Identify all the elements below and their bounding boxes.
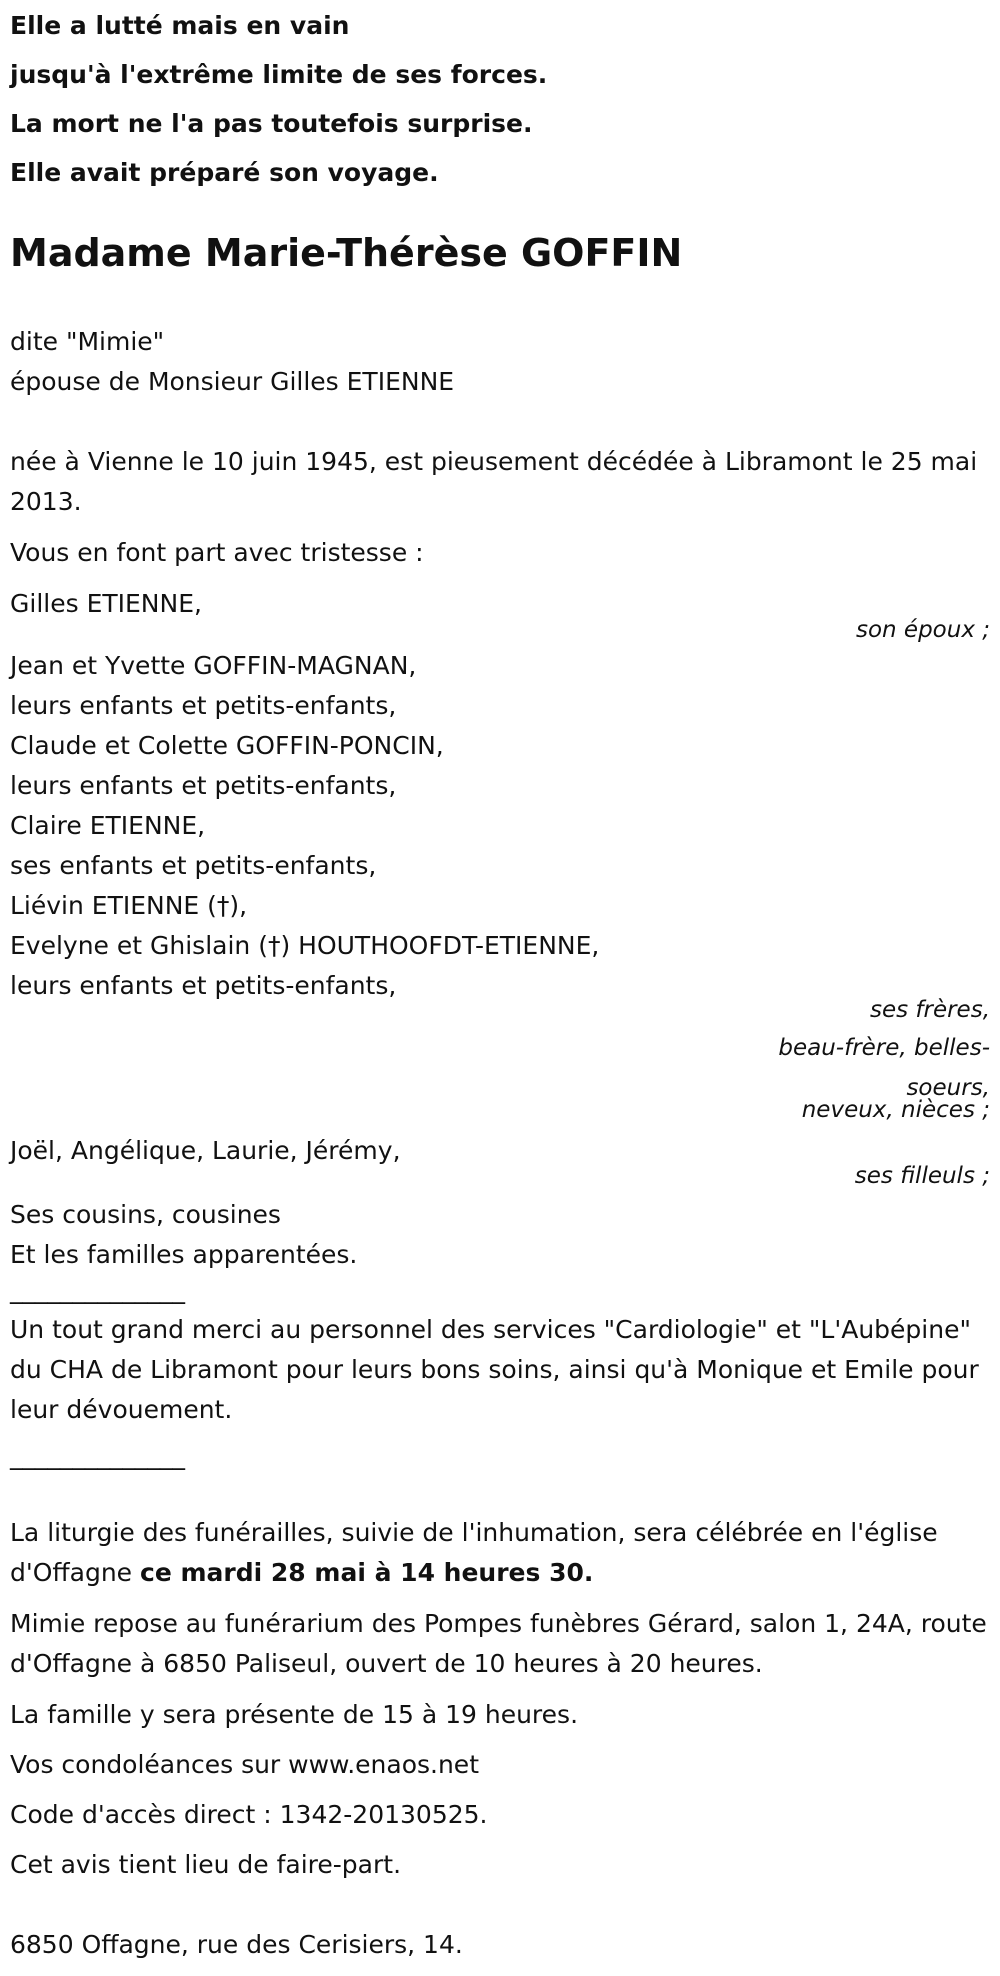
relatives-line: Et les familles apparentées. [10,1240,358,1269]
poem-line-1: Elle a lutté mais en vain [10,11,350,40]
access-code: Code d'accès direct : 1342-20130525. [10,1800,488,1829]
list-item: Claire ETIENNE, [10,811,206,840]
siblings-role-in-laws: beau-frère, belles-soeurs, [778,1035,990,1101]
godchildren-role: ses filleuls ; [854,1163,990,1189]
list-item: leurs enfants et petits-enfants, [10,771,397,800]
poem-line-4: Elle avait préparé son voyage. [10,158,439,187]
cousins-line: Ses cousins, cousines [10,1200,281,1229]
godchildren-names: Joël, Angélique, Laurie, Jérémy, [10,1136,401,1165]
list-item: Liévin ETIENNE (†), [10,891,248,920]
spouse-line: épouse de Monsieur Gilles ETIENNE [10,367,455,396]
spouse-role: son époux ; [855,617,990,643]
list-item: leurs enfants et petits-enfants, [10,971,397,1000]
liturgy-date: ce mardi 28 mai à 14 heures 30. [140,1558,594,1587]
deceased-name: Madame Marie-Thérèse GOFFIN [10,231,683,275]
siblings-list [10,646,599,1006]
siblings-role-brothers: ses frères, [869,997,990,1023]
list-item: Jean et Yvette GOFFIN-MAGNAN, [10,651,417,680]
notice-line: Cet avis tient lieu de faire-part. [10,1850,402,1879]
list-item: ses enfants et petits-enfants, [10,851,377,880]
address: 6850 Offagne, rue des Cerisiers, 14. [10,1930,463,1959]
liturgy-paragraph [10,1513,995,1593]
funeral-home-paragraph: Mimie repose au funérarium des Pompes funèbres Gérard, salon 1, 24A, route d'Offagne à 6850 Paliseul, ouvert de 10 heures à 20 heures. [10,1609,987,1678]
siblings-role-nephews: neveux, nièces ; [801,1097,990,1123]
condolences-line: Vos condoléances sur www.enaos.net [10,1750,479,1779]
separator-1: ______________ [10,1275,185,1304]
thanks-paragraph: Un tout grand merci au personnel des services "Cardiologie" et "L'Aubépine" du CHA de Libramont pour leurs bons soins, ainsi qu'à Monique et Emile pour leur dévouement. [10,1315,979,1424]
spouse-name: Gilles ETIENNE, [10,589,202,618]
nickname: dite "Mimie" [10,327,165,356]
family-presence: La famille y sera présente de 15 à 19 heures. [10,1700,579,1729]
birth-death: née à Vienne le 10 juin 1945, est pieusement décédée à Libramont le 25 mai 2013. [10,447,978,516]
list-item: leurs enfants et petits-enfants, [10,691,397,720]
poem-line-2: jusqu'à l'extrême limite de ses forces. [10,60,548,89]
announcement: Vous en font part avec tristesse : [10,538,424,567]
list-item: Claude et Colette GOFFIN-PONCIN, [10,731,444,760]
list-item: Evelyne et Ghislain (†) HOUTHOOFDT-ETIENNE, [10,931,600,960]
separator-2: ______________ [10,1441,185,1470]
liturgy-text: La liturgie des funérailles, suivie de l'inhumation, sera célébrée en l'église d'Offagne [10,1518,938,1587]
poem-line-3: La mort ne l'a pas toutefois surprise. [10,109,533,138]
